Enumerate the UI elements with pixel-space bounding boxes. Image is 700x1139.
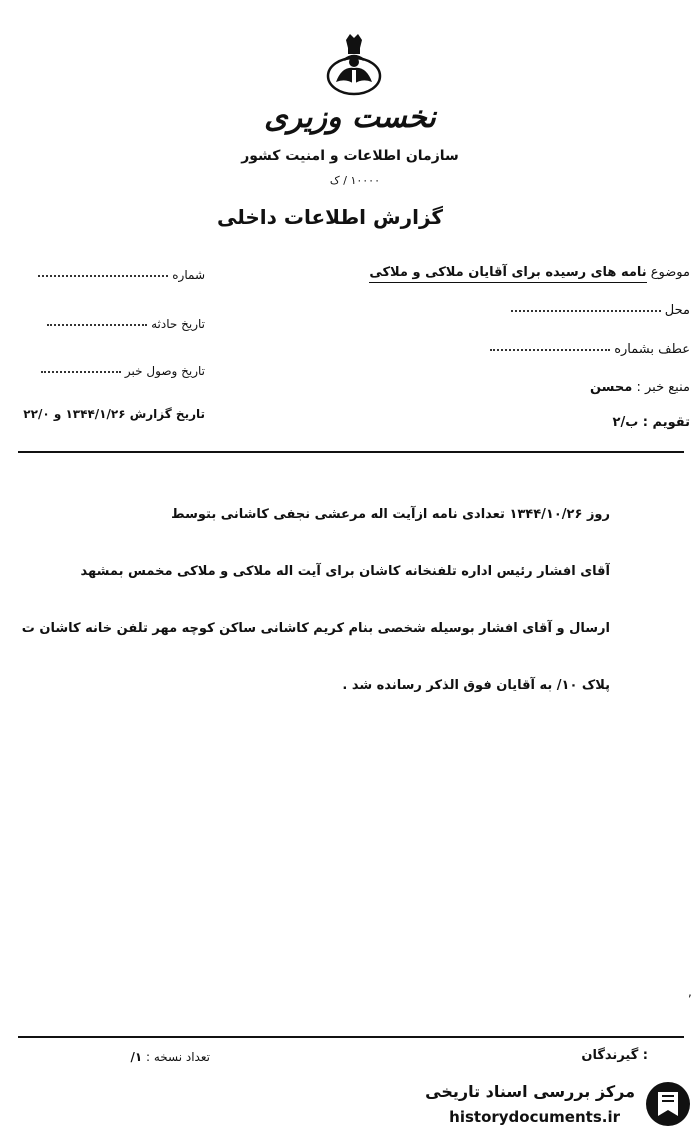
field-place-blank: [511, 309, 661, 312]
field-subject: [310, 265, 690, 280]
watermark-title: مرکز بررسی اسناد تاریخی: [425, 1082, 635, 1101]
body-line: آقای افشار رئیس اداره تلفنخانه کاشان برای آیت اله ملاکی و ملاکی مخمس بمشهد: [80, 564, 610, 579]
field-reference-blank: [490, 348, 610, 351]
body-line: ارسال و آقای افشار بوسیله شخصی بنام کریم کاشانی ساکن کوچه مهر تلفن خانه کاشان ت: [21, 621, 610, 636]
copies-label: تعداد نسخه :: [145, 1050, 210, 1064]
org-name: نخست وزیری: [264, 100, 436, 135]
watermark-url: historydocuments.ir: [449, 1108, 620, 1126]
recipients-label: : گیرندگان: [581, 1048, 648, 1063]
edge-mark: ,: [688, 985, 692, 999]
lion-and-sun-emblem-icon: [322, 30, 386, 102]
field-reference: [450, 342, 690, 357]
body-line: روز ۱۳۴۴/۱۰/۲۶ تعدادی نامه ازآیت اله مرعشی نجفی کاشانی بتوسط: [171, 507, 610, 522]
document-title: گزارش اطلاعات داخلی: [216, 205, 444, 229]
org-unit: سازمان اطلاعات و امنیت کشور: [241, 148, 459, 164]
field-report-date: [10, 407, 205, 421]
org-code: ۱۰۰۰۰ / ک: [329, 174, 380, 187]
copies-field: [80, 1050, 210, 1064]
field-report-date-value: ۱۳۴۴/۱/۲۶ و ۲۲/۰: [23, 407, 126, 421]
field-calendar: [490, 415, 690, 430]
footer-divider: [18, 1036, 684, 1038]
field-incident-date-label: تاریخ حادثه: [151, 317, 205, 331]
field-incident-date-blank: [47, 323, 147, 326]
archive-logo-icon: [644, 1080, 692, 1128]
field-incident-date: [10, 317, 205, 331]
field-source-value: محسن: [589, 380, 633, 395]
field-report-date-label: تاریخ گزارش: [129, 407, 205, 421]
copies-value: ۱/: [130, 1050, 143, 1064]
field-reference-label: عطف بشماره: [614, 342, 690, 357]
field-number-label: شماره: [172, 268, 205, 282]
field-number-blank: [38, 274, 168, 277]
field-subject-value: نامه های رسیده برای آقایان ملاکی و ملاکی: [369, 265, 646, 283]
body-line: پلاک ۱۰/ به آقایان فوق الذکر رسانده شد .: [342, 678, 610, 693]
field-arrival-date-blank: [41, 370, 121, 373]
field-subject-label: موضوع: [650, 265, 690, 280]
field-number: [10, 268, 205, 282]
field-place: [450, 303, 690, 318]
field-source: [490, 380, 690, 395]
field-arrival-date: [10, 364, 205, 378]
field-arrival-date-label: تاریخ وصول خبر: [124, 364, 205, 378]
report-body: [15, 500, 610, 728]
field-calendar-value: ب/۲: [612, 415, 639, 430]
field-source-label: منبع خبر :: [636, 380, 690, 395]
field-calendar-label: تقویم :: [642, 415, 690, 430]
header-divider: [18, 451, 684, 453]
field-place-label: محل: [664, 303, 690, 318]
